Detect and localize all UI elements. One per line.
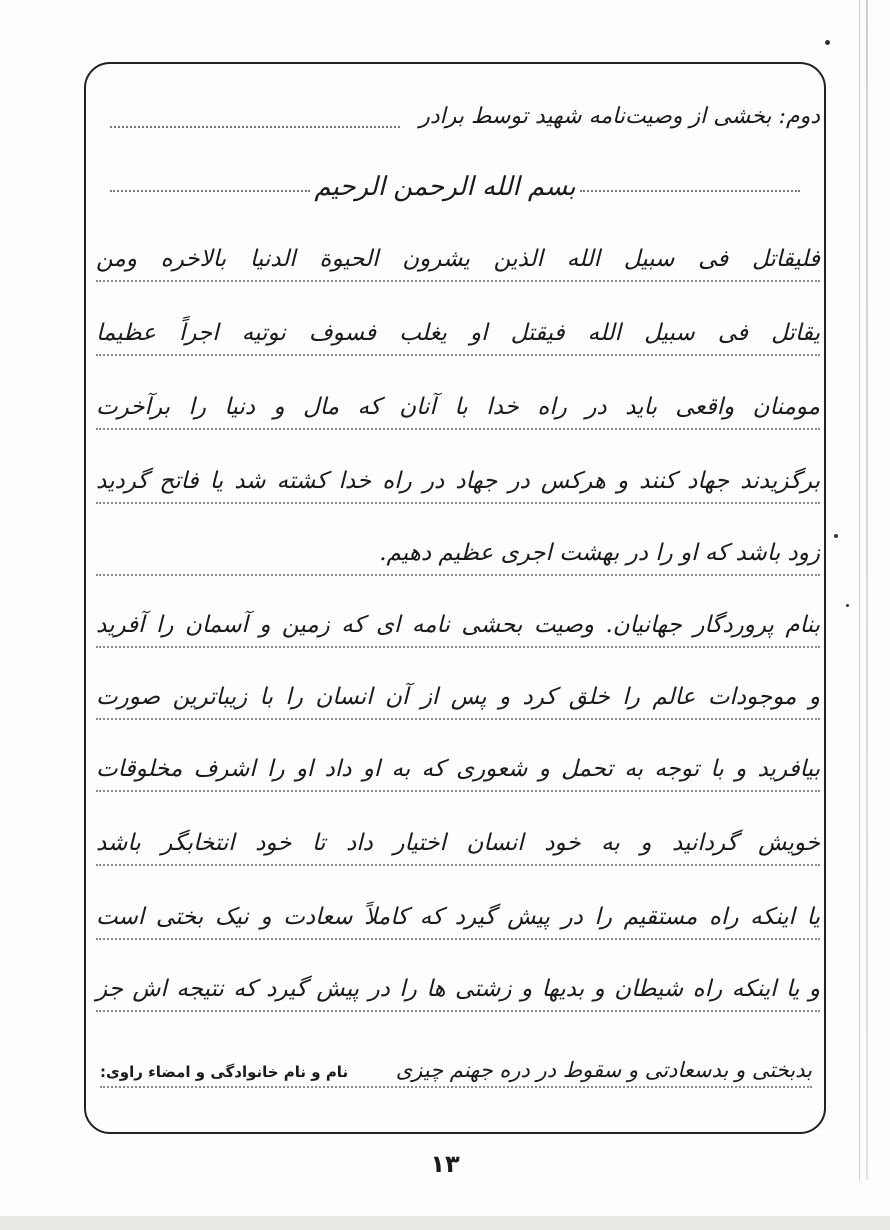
body-line-6: بنام پروردگار جهانیان. وصیت بحشی نامه ای که زمین و آسمان را آفرید bbox=[96, 610, 820, 648]
body-line-11: و یا اینکه راه شیطان و بدیها و زشتی ها را در پیش گیرد که نتیجه اش جز bbox=[96, 974, 820, 1012]
body-line-10: یا اینکه راه مستقیم را در پیش گیرد که کاملاً سعادت و نیک بختی است bbox=[96, 902, 820, 940]
body-line-8: بیافرید و با توجه به تحمل و شعوری که به او داد او را اشرف مخلوقات bbox=[96, 754, 820, 792]
header-text: دوم: بخشی از وصیت‌نامه شهید توسط برادر bbox=[419, 104, 820, 129]
header-dotted-leader bbox=[110, 126, 400, 128]
footer-handwritten-text: بدبختی و بدسعادتی و سقوط در دره جهنم چیزی bbox=[395, 1058, 812, 1082]
scan-bottom-band bbox=[0, 1216, 890, 1230]
body-line-4: برگزیدند جهاد کنند و هرکس در جهاد در راه خدا کشته شد یا فاتح گردید bbox=[96, 466, 820, 504]
scan-speck bbox=[846, 604, 849, 607]
page-number: ۱۳ bbox=[430, 1150, 460, 1178]
body-line-1: فلیقاتل فی سبیل الله الذین یشرون الحیوة الدنیا بالاخره ومن bbox=[96, 244, 820, 282]
scan-speck bbox=[834, 534, 838, 538]
bismillah-title: بسم الله الرحمن الرحیم bbox=[314, 172, 576, 202]
narrator-signature-label: نام و نام خانوادگی و امضاء راوی: bbox=[100, 1063, 349, 1081]
body-line-3: مومنان واقعی باید در راه خدا با آنان که مال و دنیا را برآخرت bbox=[96, 392, 820, 430]
body-line-5: زود باشد که او را در بهشت اجری عظیم دهیم. bbox=[96, 538, 820, 576]
footer-row bbox=[100, 1058, 812, 1088]
body-line-9: خویش گردانید و به خود انسان اختیار داد تا خود انتخابگر باشد bbox=[96, 828, 820, 866]
scan-speck bbox=[825, 40, 830, 45]
body-line-7: و موجودات عالم را خلق کرد و پس از آن انسان را با زیباترین صورت bbox=[96, 682, 820, 720]
body-line-2: یقاتل فی سبیل الله فیقتل او یغلب فسوف نوتیه اجراً عظیما bbox=[96, 318, 820, 356]
